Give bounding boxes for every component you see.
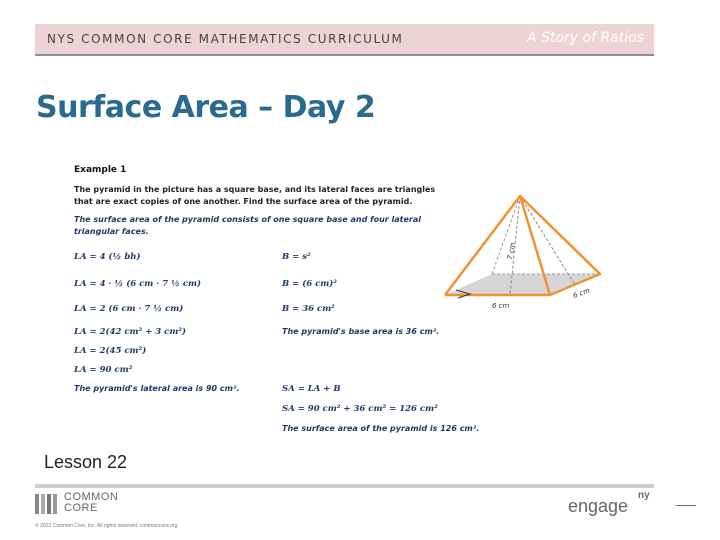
surface-area-statement: The surface area of the pyramid is 126 cm².	[282, 424, 480, 433]
common-core-logo-text: COMMON CORE	[64, 491, 119, 514]
equation-left-4: LA = 2(42 cm² + 3 cm²)	[74, 327, 187, 337]
common-core-logo-icon	[35, 494, 61, 514]
equation-right-3: B = 36 cm²	[282, 304, 335, 314]
example-intro: The surface area of the pyramid consists of one square base and four lateral triangular faces.	[74, 215, 421, 236]
equation-left-6: LA = 90 cm²	[74, 365, 133, 375]
equation-right-5: SA = LA + B	[282, 384, 341, 394]
pyramid-diagram	[440, 190, 630, 320]
example-problem: The pyramid in the picture has a square base, and its lateral faces are triangles that are exact copies of one another. Find the surface area of the pyramid.	[74, 185, 436, 206]
equation-left-2: LA = 4 · ½ (6 cm · 7 ½ cm)	[74, 279, 202, 289]
example-block	[74, 165, 454, 238]
engageny-logo-suffix: ny	[638, 490, 650, 501]
equation-right-2: B = (6 cm)²	[282, 279, 338, 289]
slant-label: 7 cm	[506, 241, 517, 261]
lesson-label: Lesson 22	[44, 452, 128, 472]
equation-left-3: LA = 2 (6 cm · 7 ½ cm)	[74, 304, 184, 314]
equation-right-1: B = s²	[282, 252, 311, 262]
footer-divider	[676, 505, 696, 506]
lesson-footer-bar	[35, 448, 654, 488]
lateral-area-statement: The pyramid's lateral area is 90 cm².	[74, 384, 240, 393]
hidden-lateral-edge	[492, 196, 520, 274]
equation-left-1: LA = 4 (½ bh)	[74, 252, 141, 262]
base-side-label: 6 cm	[571, 286, 591, 300]
base-area-statement: The pyramid's base area is 36 cm².	[282, 327, 440, 336]
curriculum-title: NYS COMMON CORE MATHEMATICS CURRICULUM	[47, 32, 404, 46]
equation-right-6: SA = 90 cm² + 36 cm² = 126 cm²	[282, 404, 438, 414]
copyright-notice: © 2013 Common Core, Inc. All rights reserved. commoncore.org	[35, 523, 178, 529]
story-title: A Story of Ratios	[527, 30, 644, 46]
base-front-label: 6 cm	[492, 302, 510, 310]
example-heading: Example 1	[74, 165, 127, 175]
engageny-logo: engage	[568, 496, 629, 516]
header-bar	[35, 24, 654, 56]
page-title: Surface Area – Day 2	[36, 90, 376, 125]
equation-left-5: LA = 2(45 cm²)	[74, 346, 147, 356]
